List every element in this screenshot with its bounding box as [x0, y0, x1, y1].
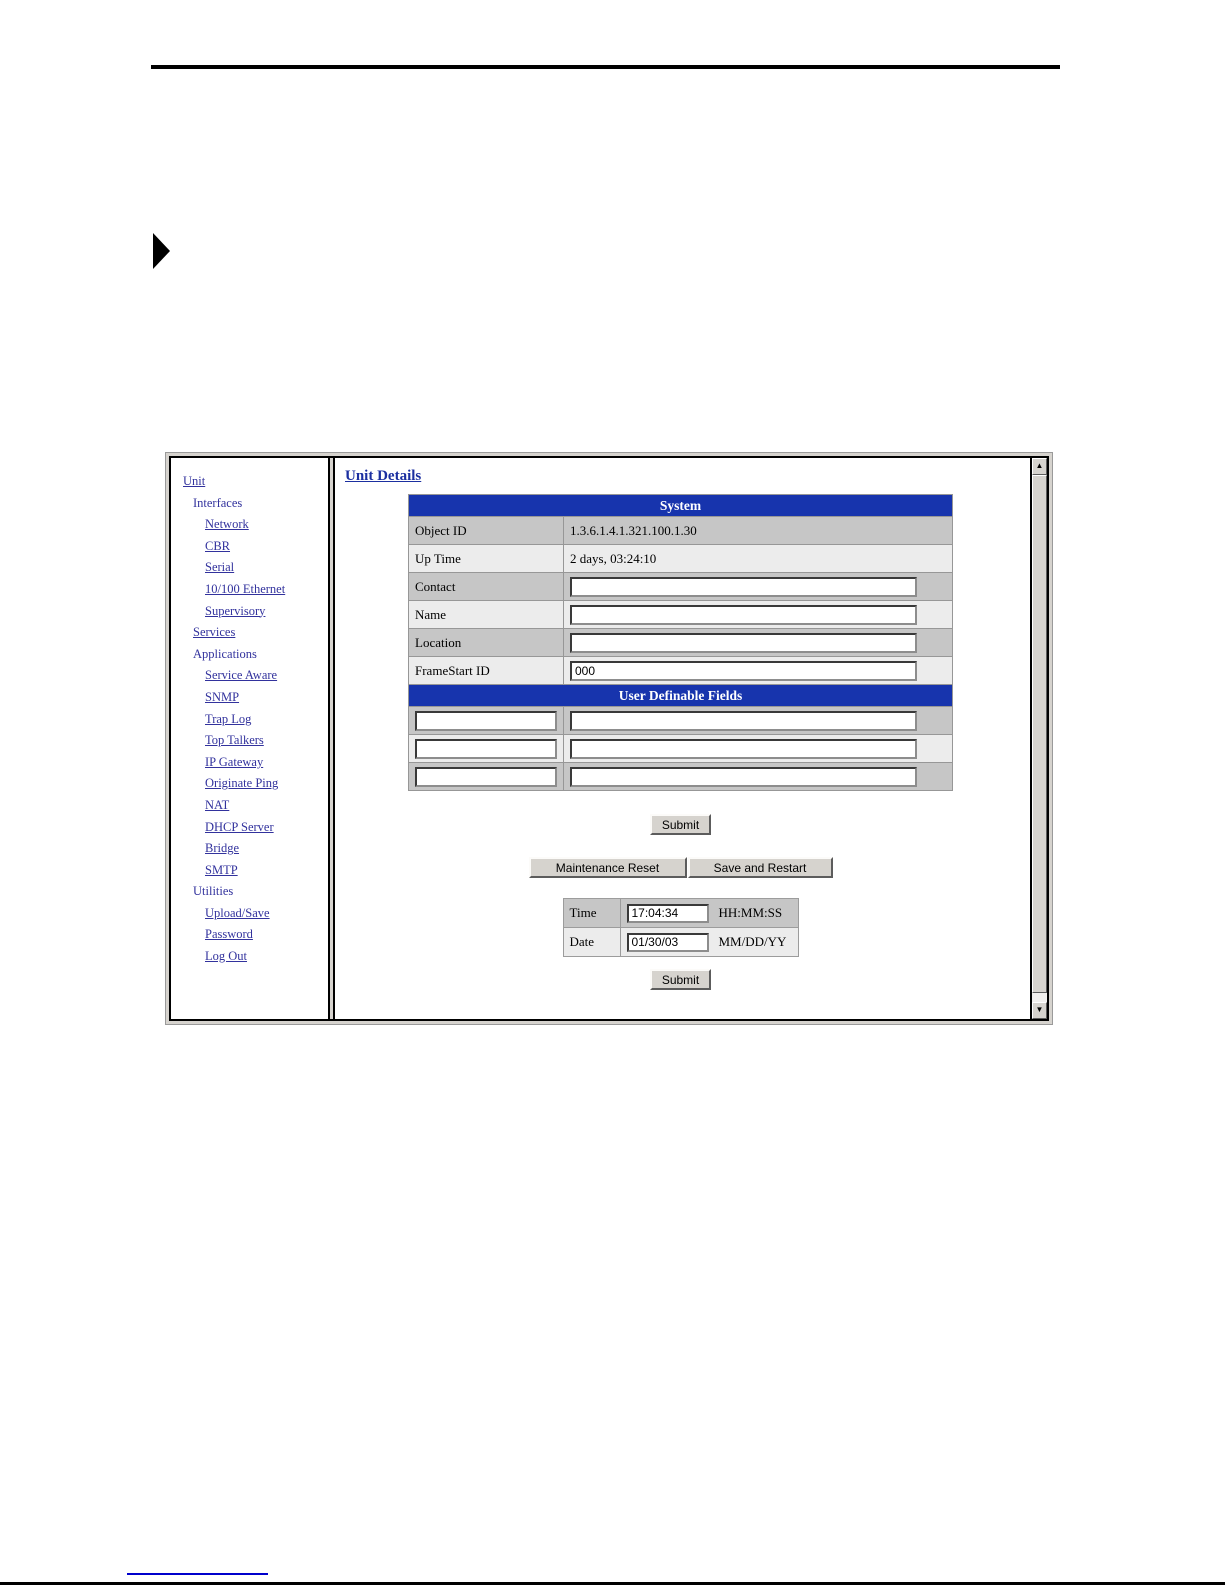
udf-name-cell: [409, 707, 564, 735]
time-date-label: Date: [563, 928, 620, 957]
text-input[interactable]: [570, 633, 917, 653]
submit-bottom-row: [408, 969, 953, 990]
submit-button-bottom[interactable]: Submit: [650, 969, 711, 990]
field-label: Contact: [409, 573, 564, 601]
field-value: 2 days, 03:24:10: [564, 545, 953, 573]
udf-name-input[interactable]: [415, 767, 557, 787]
system-row: [409, 545, 953, 573]
sidebar-frame: [171, 458, 328, 1019]
page-header-rule: [151, 65, 1060, 69]
sidebar-nav: [183, 471, 328, 968]
sidebar-link[interactable]: Network: [205, 517, 249, 532]
sidebar-link[interactable]: Service Aware: [205, 668, 278, 683]
sidebar-link[interactable]: CBR: [205, 538, 231, 553]
udf-value-input[interactable]: [570, 767, 917, 787]
sidebar-link[interactable]: Supervisory: [205, 603, 266, 618]
field-input-cell: [564, 629, 953, 657]
sidebar-link[interactable]: SMTP: [205, 862, 238, 877]
footer-link-rule: [127, 1573, 268, 1575]
sidebar-link[interactable]: SNMP: [205, 689, 240, 704]
field-input-cell: [564, 657, 953, 685]
sidebar-link[interactable]: Trap Log: [205, 711, 252, 726]
text-input[interactable]: [570, 577, 917, 597]
scroll-up-button[interactable]: ▲: [1032, 458, 1047, 475]
time-date-value-cell: [620, 928, 798, 957]
sidebar-group-label: Utilities: [193, 884, 234, 899]
system-section-header: [409, 495, 953, 517]
system-table-body: [409, 517, 953, 685]
time-date-table: [563, 898, 799, 957]
system-header-label: System: [409, 495, 953, 517]
field-value: 1.3.6.1.4.1.321.100.1.30: [564, 517, 953, 545]
date-input[interactable]: [627, 933, 709, 952]
frame-divider: [328, 458, 335, 1019]
system-table: [408, 494, 953, 791]
field-label: FrameStart ID: [409, 657, 564, 685]
udf-value-cell: [564, 707, 953, 735]
sidebar-link[interactable]: DHCP Server: [205, 819, 274, 834]
time-date-row: [563, 928, 798, 957]
sidebar-link[interactable]: Upload/Save: [205, 905, 270, 920]
system-row: [409, 517, 953, 545]
maintenance-reset-button[interactable]: Maintenance Reset: [529, 857, 687, 878]
text-input[interactable]: [570, 605, 917, 625]
sidebar-link[interactable]: Top Talkers: [205, 733, 264, 748]
time-date-body: [563, 899, 798, 957]
system-row: [409, 629, 953, 657]
sidebar-link[interactable]: Services: [193, 625, 236, 640]
field-label: Location: [409, 629, 564, 657]
sidebar-link[interactable]: Log Out: [205, 949, 248, 964]
sidebar-link[interactable]: Password: [205, 927, 253, 942]
sidebar-link[interactable]: Unit: [183, 474, 206, 488]
sidebar-group-label: Applications: [193, 646, 257, 661]
udf-name-cell: [409, 735, 564, 763]
sidebar-link[interactable]: IP Gateway: [205, 754, 264, 769]
sidebar-link[interactable]: NAT: [205, 797, 230, 812]
system-row: [409, 573, 953, 601]
sidebar-link[interactable]: Originate Ping: [205, 776, 279, 791]
udf-row: [409, 707, 953, 735]
system-row: [409, 657, 953, 685]
main-frame: [335, 458, 1030, 1019]
submit-button-top[interactable]: Submit: [650, 814, 711, 835]
sidebar-link[interactable]: Bridge: [205, 841, 240, 856]
udf-value-cell: [564, 763, 953, 791]
scrollbar-thumb[interactable]: [1032, 475, 1047, 993]
udf-value-input[interactable]: [570, 739, 917, 759]
system-row: [409, 601, 953, 629]
vertical-scrollbar[interactable]: [1030, 458, 1047, 1019]
udf-header-label: User Definable Fields: [409, 685, 953, 707]
submit-top-row: [408, 814, 953, 835]
udf-name-input[interactable]: [415, 711, 557, 731]
time-date-value-cell: [620, 899, 798, 928]
reset-restart-row: [408, 857, 953, 878]
page-title-link[interactable]: Unit Details: [345, 468, 422, 484]
udf-row: [409, 735, 953, 763]
text-input[interactable]: [570, 661, 917, 681]
time-date-row: [563, 899, 798, 928]
field-input-cell: [564, 601, 953, 629]
time-input[interactable]: [627, 904, 709, 923]
udf-row: [409, 763, 953, 791]
udf-name-cell: [409, 763, 564, 791]
scrollbar-track[interactable]: [1032, 993, 1047, 1002]
udf-value-input[interactable]: [570, 711, 917, 731]
time-date-label: Time: [563, 899, 620, 928]
frameset-inner: [169, 456, 1049, 1021]
format-hint: MM/DD/YY: [718, 934, 787, 949]
udf-table-body: [409, 707, 953, 791]
udf-section-header: [409, 685, 953, 707]
field-label: Object ID: [409, 517, 564, 545]
save-and-restart-button[interactable]: Save and Restart: [688, 857, 833, 878]
udf-value-cell: [564, 735, 953, 763]
content-column: [408, 494, 953, 990]
format-hint: HH:MM:SS: [718, 905, 783, 920]
field-input-cell: [564, 573, 953, 601]
sidebar-link[interactable]: 10/100 Ethernet: [205, 581, 286, 596]
sidebar-group-label: Interfaces: [193, 495, 243, 510]
sidebar-link[interactable]: Serial: [205, 560, 235, 575]
field-label: Up Time: [409, 545, 564, 573]
udf-name-input[interactable]: [415, 739, 557, 759]
scroll-down-button[interactable]: ▼: [1032, 1002, 1047, 1019]
browser-frameset-screenshot: [165, 452, 1053, 1025]
field-label: Name: [409, 601, 564, 629]
right-arrow-bullet-icon: [153, 233, 170, 269]
